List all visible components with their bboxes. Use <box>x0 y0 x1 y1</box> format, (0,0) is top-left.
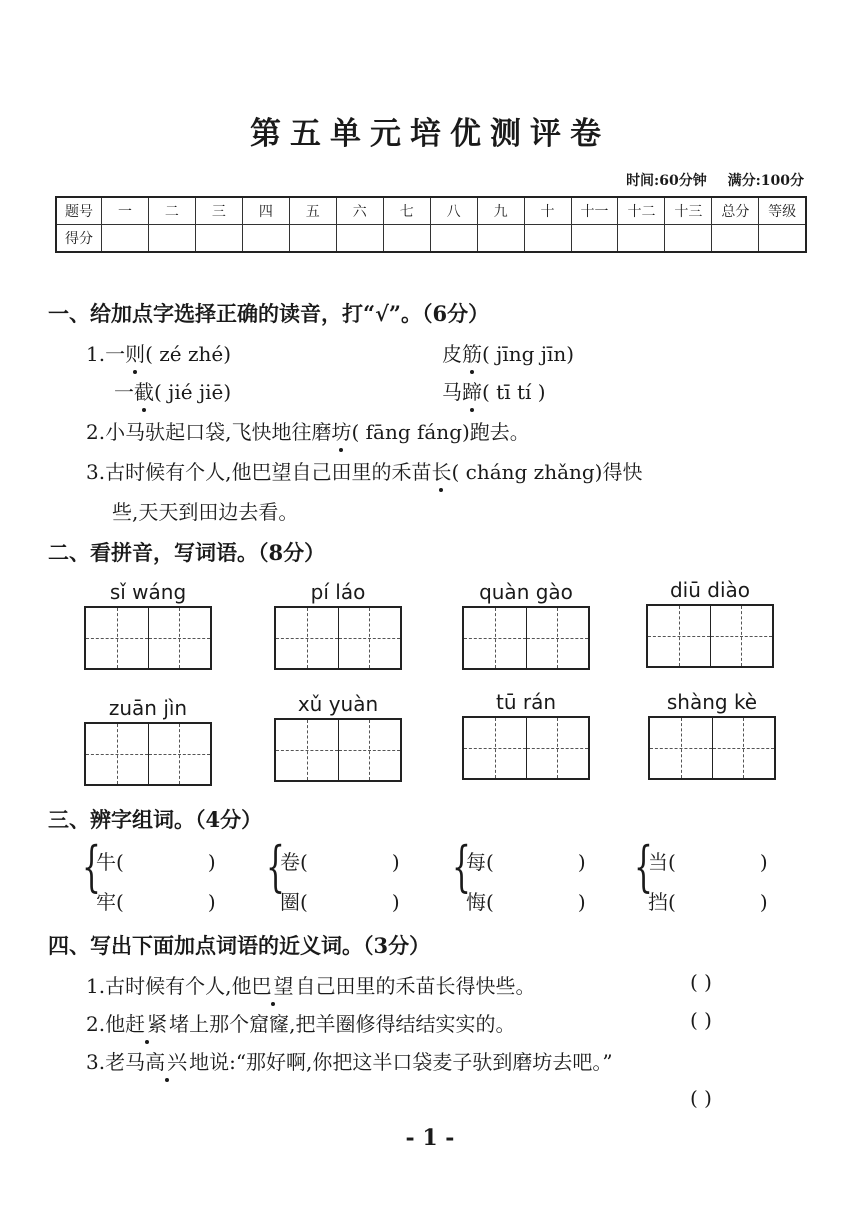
score-cell[interactable] <box>430 225 477 253</box>
s1-q3-line2: 些,天天到田边去看。 <box>112 500 299 524</box>
col-header: 等级 <box>759 197 806 225</box>
score-cell[interactable] <box>712 225 759 253</box>
writing-grid[interactable] <box>274 606 402 670</box>
brace: { <box>634 835 653 898</box>
col-header: 一 <box>102 197 149 225</box>
dotted-char: 蹄 <box>462 376 482 405</box>
score-table-header-row <box>56 197 806 225</box>
pair-char-top: 每( ) <box>466 850 586 874</box>
col-header: 七 <box>383 197 430 225</box>
col-header: 二 <box>148 197 195 225</box>
q-text: 地说:“那好啊,你把这半口袋麦子驮到磨坊去吧。” <box>189 1050 613 1074</box>
pair-char-bottom: 挡( ) <box>648 890 768 914</box>
dotted-word: 高兴 <box>145 1046 189 1075</box>
writing-grid[interactable] <box>462 716 590 780</box>
pinyin-label: quàn gào <box>479 580 573 604</box>
col-header: 十二 <box>618 197 665 225</box>
pair-char-bottom: 牢( ) <box>96 890 216 914</box>
writing-grid[interactable] <box>274 718 402 782</box>
score-cell[interactable] <box>571 225 618 253</box>
pair-char-bottom: 悔( ) <box>466 890 586 914</box>
score-cell[interactable] <box>759 225 806 253</box>
section-1-heading: 一、给加点字选择正确的读音，打“√”。（6分） <box>48 301 490 326</box>
score-cell[interactable] <box>148 225 195 253</box>
q-text: 3.古时候有个人,他巴望自己田里的禾苗 <box>86 460 432 484</box>
score-cell[interactable] <box>665 225 712 253</box>
q-text: 堵上那个窟窿,把羊圈修得结结实实的。 <box>169 1012 516 1036</box>
pair-char-bottom: 圈( ) <box>280 890 400 914</box>
writing-grid[interactable] <box>462 606 590 670</box>
q-text: 2.小马驮起口袋,飞快地往磨 <box>86 420 332 444</box>
q-text: 一 <box>114 380 134 404</box>
score-cell[interactable] <box>618 225 665 253</box>
pinyin-label: shàng kè <box>666 690 758 714</box>
col-header: 三 <box>195 197 242 225</box>
brace: { <box>452 835 471 898</box>
dotted-word: 巴望 <box>251 970 295 999</box>
dotted-char: 长 <box>431 456 451 485</box>
score-cell[interactable] <box>289 225 336 253</box>
col-header: 六 <box>336 197 383 225</box>
col-header: 九 <box>477 197 524 225</box>
score-cell[interactable] <box>477 225 524 253</box>
writing-grid[interactable] <box>84 606 212 670</box>
dotted-char: 筋 <box>462 338 482 367</box>
dotted-char: 截 <box>134 376 154 405</box>
score-table-score-row <box>56 225 806 253</box>
score-cell[interactable] <box>102 225 149 253</box>
q-text: 3.老马 <box>86 1050 146 1074</box>
pinyin-options[interactable]: ( zé zhé) <box>145 342 232 366</box>
section-4-heading: 四、写出下面加点词语的近义词。（3分） <box>48 933 431 958</box>
pinyin-label: pí láo <box>310 580 366 604</box>
q-text: 1.一 <box>86 342 126 366</box>
pinyin-label: diū diào <box>669 578 751 602</box>
q-text: 2.他 <box>86 1012 126 1036</box>
s1-q1-item-b <box>442 338 574 367</box>
col-header: 十 <box>524 197 571 225</box>
q-text: 马 <box>442 380 462 404</box>
full-score: 满分:100分 <box>727 173 804 189</box>
score-cell[interactable] <box>524 225 571 253</box>
score-cell[interactable] <box>195 225 242 253</box>
answer-blank[interactable]: ( ) <box>690 1008 712 1032</box>
dotted-word: 赶紧 <box>125 1008 169 1037</box>
col-header: 四 <box>242 197 289 225</box>
col-header: 十一 <box>571 197 618 225</box>
pinyin-options[interactable]: ( fāng fáng)跑去。 <box>351 420 530 444</box>
exam-meta <box>610 170 804 190</box>
dotted-char: 坊 <box>331 416 351 445</box>
col-header: 总分 <box>712 197 759 225</box>
q-text: 自己田里的禾苗长得快些。 <box>295 974 536 998</box>
pinyin-label: zuān jìn <box>108 696 188 720</box>
pinyin-label: xǔ yuàn <box>297 692 379 716</box>
pinyin-options[interactable]: ( jié jiē) <box>154 380 232 404</box>
page-title: 第五单元培优测评卷 <box>250 116 610 152</box>
q-text: 1.古时候有个人,他 <box>86 974 252 998</box>
col-header: 八 <box>430 197 477 225</box>
pinyin-label: sǐ wáng <box>109 580 187 604</box>
section-2-heading: 二、看拼音，写词语。（8分） <box>48 540 326 565</box>
brace: { <box>82 835 101 898</box>
score-cell[interactable] <box>242 225 289 253</box>
s4-q3 <box>86 1046 613 1075</box>
s4-q2 <box>86 1008 515 1037</box>
page-number: - 1 - <box>405 1125 455 1151</box>
score-cell[interactable] <box>383 225 430 253</box>
section-3-heading: 三、辨字组词。（4分） <box>48 807 263 832</box>
writing-grid[interactable] <box>648 716 776 780</box>
pinyin-options[interactable]: ( tī tí ) <box>482 380 546 404</box>
dotted-char: 则 <box>125 338 145 367</box>
pinyin-options[interactable]: ( cháng zhǎng)得快 <box>451 460 643 484</box>
row-label-score: 得分 <box>56 225 102 253</box>
s1-q1-item-d <box>442 376 546 405</box>
col-header: 十三 <box>665 197 712 225</box>
s1-q1-item-c <box>114 376 231 405</box>
s1-q2 <box>86 416 530 445</box>
answer-blank[interactable]: ( ) <box>690 970 712 994</box>
s1-q3 <box>86 456 643 485</box>
writing-grid[interactable] <box>646 604 774 668</box>
writing-grid[interactable] <box>84 722 212 786</box>
pinyin-options[interactable]: ( jīng jīn) <box>482 342 575 366</box>
q-text: 皮 <box>442 342 462 366</box>
answer-blank[interactable]: ( ) <box>690 1086 712 1110</box>
col-header: 五 <box>289 197 336 225</box>
score-table <box>55 196 807 253</box>
pinyin-label: tū rán <box>495 690 557 714</box>
pair-char-top: 当( ) <box>648 850 768 874</box>
s4-q1 <box>86 970 535 999</box>
s1-q1-item-a <box>86 338 231 367</box>
time-limit: 时间:60分钟 <box>626 173 707 189</box>
row-label-question: 题号 <box>56 197 102 225</box>
brace: { <box>266 835 285 898</box>
pair-char-top: 卷( ) <box>280 850 400 874</box>
pair-char-top: 牛( ) <box>96 850 216 874</box>
score-cell[interactable] <box>336 225 383 253</box>
